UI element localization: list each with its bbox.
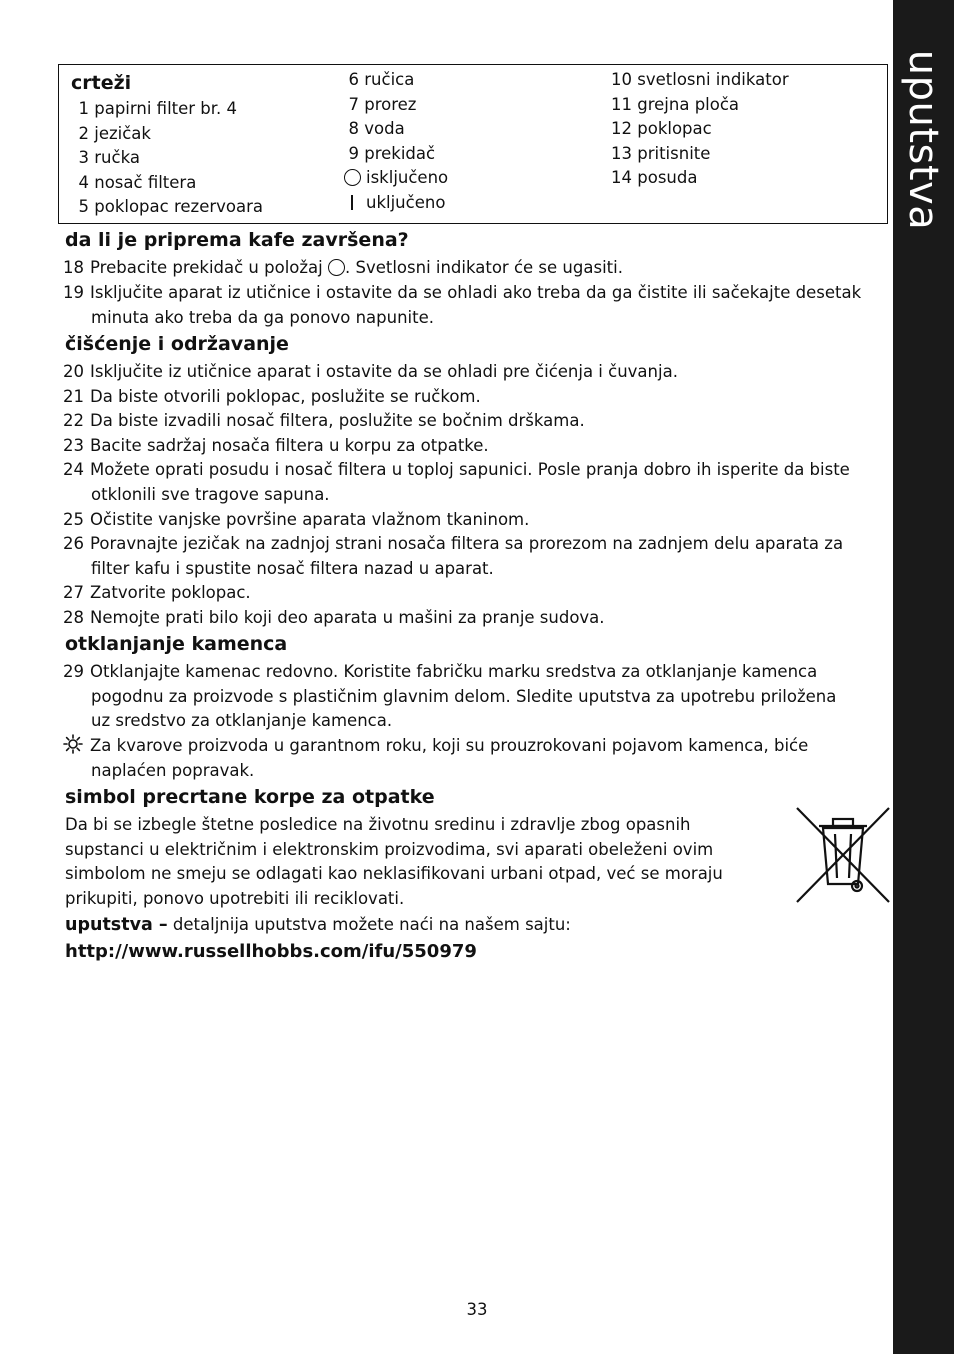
part-item: 8 voda <box>348 119 405 139</box>
part-item: 7 prorez <box>348 94 417 114</box>
instruction-item: 23 Bacite sadržaj nosača filtera u korpu za otpatke. <box>63 435 489 455</box>
part-item: 1 papirni filter br. 4 <box>78 99 238 118</box>
instruction-item: 18 Prebacite prekidač u položaj . Svetlosni indikator će se ugasiti. <box>63 258 623 277</box>
part-item: 5 poklopac rezervoara <box>78 197 263 217</box>
instruction-item: 25 Očistite vanjske površine aparata vlažnom tkaninom. <box>63 509 530 529</box>
part-item: 3 ručka <box>78 148 140 168</box>
part-item: 12 poklopac <box>611 119 712 139</box>
part-item: 9 prekidač <box>348 143 436 163</box>
part-item: 13 pritisnite <box>611 143 711 163</box>
instruction-item: 28 Nemojte prati bilo koji deo aparata u mašini za pranje sudova. <box>63 608 605 627</box>
page-number: 33 <box>466 1300 488 1319</box>
section-heading-disposal: simbol precrtane korpe za otpatke <box>65 786 435 808</box>
instruction-item: 26 Poravnajte jezičak na zadnjoj strani nosača filtera sa prorezom na zadnjem delu aparata za filter kafu i spustite nosač filtera nazad u aparat. <box>63 534 844 578</box>
side-tab-label: uputstva <box>900 49 946 231</box>
instruction-item: 21 Da biste otvorili poklopac, poslužite se ručkom. <box>63 386 481 406</box>
sun-warning-icon <box>63 734 90 759</box>
parts-box <box>58 64 888 224</box>
section-heading-descaling: otklanjanje kamenca <box>65 633 288 655</box>
warning-item: Za kvarove proizvoda u garantnom roku, koji su prouzrokovani pojavom kamenca, biće naplaćen popravak. <box>63 734 878 783</box>
instruction-item: 19 Isključite aparat iz utičnice i ostavite da se ohladi ako treba da ga čistite ili sačekajte desetak minuta ako treba da ga ponovo napunite. <box>63 283 862 327</box>
part-item: 10 svetlosni indikator <box>611 70 789 89</box>
off-circle-icon <box>341 166 363 191</box>
parts-col-3 <box>611 68 789 191</box>
parts-col-1 <box>71 69 263 220</box>
part-item: 14 posuda <box>611 168 698 188</box>
section-heading-done: da li je priprema kafe završena? <box>65 229 409 251</box>
parts-title: crteži <box>71 72 132 94</box>
switch-on-row: uključeno <box>341 191 448 216</box>
instruction-item: 29 Otklanjajte kamenac redovno. Koristite fabričku marku sredstva za otklanjanje kamenca pogodnu za proizvode s plastičnim glavnim delom. Sledite uputstva za upotrebu priložena uz sredstvo za otklanjanje kamenca. <box>63 662 837 731</box>
side-tab <box>893 0 954 1354</box>
crossed-bin-icon <box>795 806 891 908</box>
part-item: 2 jezičak <box>78 123 151 143</box>
switch-off-row: isključeno <box>341 166 448 191</box>
instruction-item: 20 Isključite iz utičnice aparat i ostavite da se ohladi pre čićenja i čuvanja. <box>63 362 678 381</box>
instruction-item: 22 Da biste izvadili nosač filtera, poslužite se bočnim drškama. <box>63 411 585 431</box>
part-item: 4 nosač filtera <box>78 172 197 192</box>
instruction-item: 24 Možete oprati posudu i nosač filtera u toploj sapunici. Posle pranja dobro ih isperite da biste otklonili sve tragove sapuna. <box>63 460 850 504</box>
off-circle-icon <box>328 259 345 276</box>
instructions-url[interactable]: http://www.russellhobbs.com/ifu/550979 <box>65 941 477 962</box>
instructions-line: uputstva – detaljnija uputstva možete naći na našem sajtu: <box>65 915 571 935</box>
on-bar-icon <box>341 191 363 216</box>
instruction-item: 27 Zatvorite poklopac. <box>63 583 251 603</box>
disposal-paragraph: Da bi se izbegle štetne posledice na životnu sredinu i zdravlje zbog opasnih supstanci u električnim i elektronskim proizvodima, svi aparati obeleženi ovim simbolom ne smeju se odlagati kao neklasifikovani urbani otpad, već se moraju prikupiti, ponovo upotrebiti ili reciklovati. <box>65 815 723 908</box>
parts-col-2 <box>341 68 448 216</box>
part-item: 6 ručica <box>348 70 415 89</box>
section-heading-cleaning: čišćenje i održavanje <box>65 333 289 355</box>
part-item: 11 grejna ploča <box>611 94 740 114</box>
